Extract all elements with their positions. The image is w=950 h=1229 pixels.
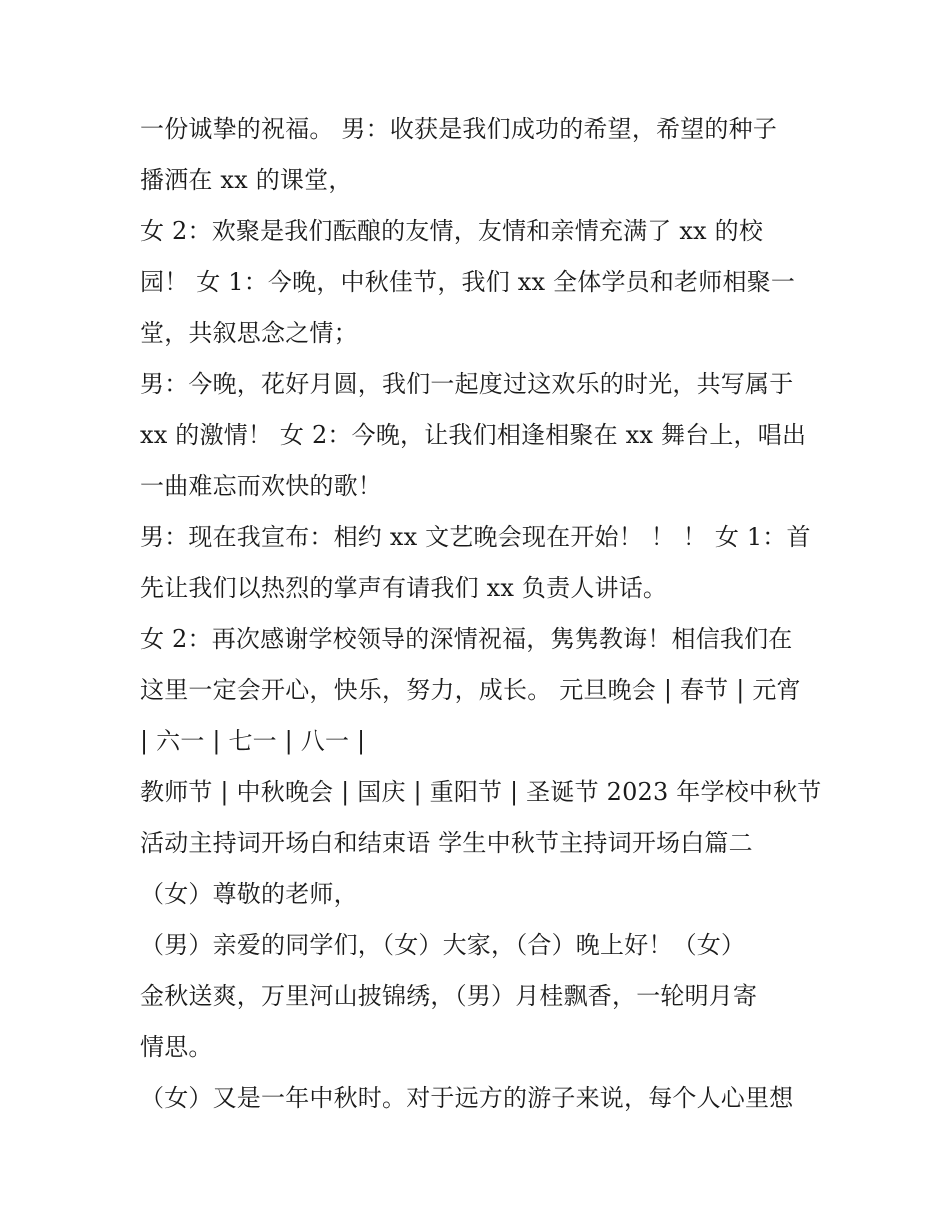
text-line: 一份诚挚的祝福。 男：收获是我们成功的希望，希望的种子	[140, 115, 778, 143]
text-line: 活动主持词开场白和结束语 学生中秋节主持词开场白篇二	[140, 829, 753, 857]
text-line: 情思。	[140, 1033, 213, 1061]
text-line: xx 的激情！ 女 2：今晚，让我们相逢相聚在 xx 舞台上，唱出	[140, 421, 807, 449]
text-line: | 六一 | 七一 | 八一 |	[140, 727, 366, 755]
text-line: （女）尊敬的老师，	[140, 880, 358, 908]
text-line: 先让我们以热烈的掌声有请我们 xx 负责人讲话。	[140, 574, 668, 602]
text-line: 女 2：再次感谢学校领导的深情祝福，隽隽教诲！相信我们在	[140, 625, 793, 653]
text-line: （男）亲爱的同学们，（女）大家，（合）晚上好！（女）	[140, 931, 746, 959]
text-line: 这里一定会开心，快乐，努力，成长。 元旦晚会 | 春节 | 元宵	[140, 676, 801, 704]
text-line: 男：今晚，花好月圆，我们一起度过这欢乐的时光，共写属于	[140, 370, 794, 398]
text-line: 女 2：欢聚是我们酝酿的友情，友情和亲情充满了 xx 的校	[140, 217, 764, 245]
text-line: 一曲难忘而欢快的歌！	[140, 472, 382, 500]
text-line: 堂，共叙思念之情；	[140, 319, 358, 347]
text-line: 园！ 女 1：今晚，中秋佳节，我们 xx 全体学员和老师相聚一	[140, 268, 796, 296]
text-line: 教师节 | 中秋晚会 | 国庆 | 重阳节 | 圣诞节 2023 年学校中秋节	[140, 778, 822, 806]
document-body	[140, 104, 820, 1124]
text-line: 播洒在 xx 的课堂，	[140, 166, 353, 194]
text-line: 男：现在我宣布：相约 xx 文艺晚会现在开始！ ！ ！ 女 1：首	[140, 523, 811, 551]
text-line: 金秋送爽，万里河山披锦绣，（男）月桂飘香，一轮明月寄	[140, 982, 758, 1010]
text-line: （女）又是一年中秋时。对于远方的游子来说，每个人心里想	[140, 1084, 794, 1112]
